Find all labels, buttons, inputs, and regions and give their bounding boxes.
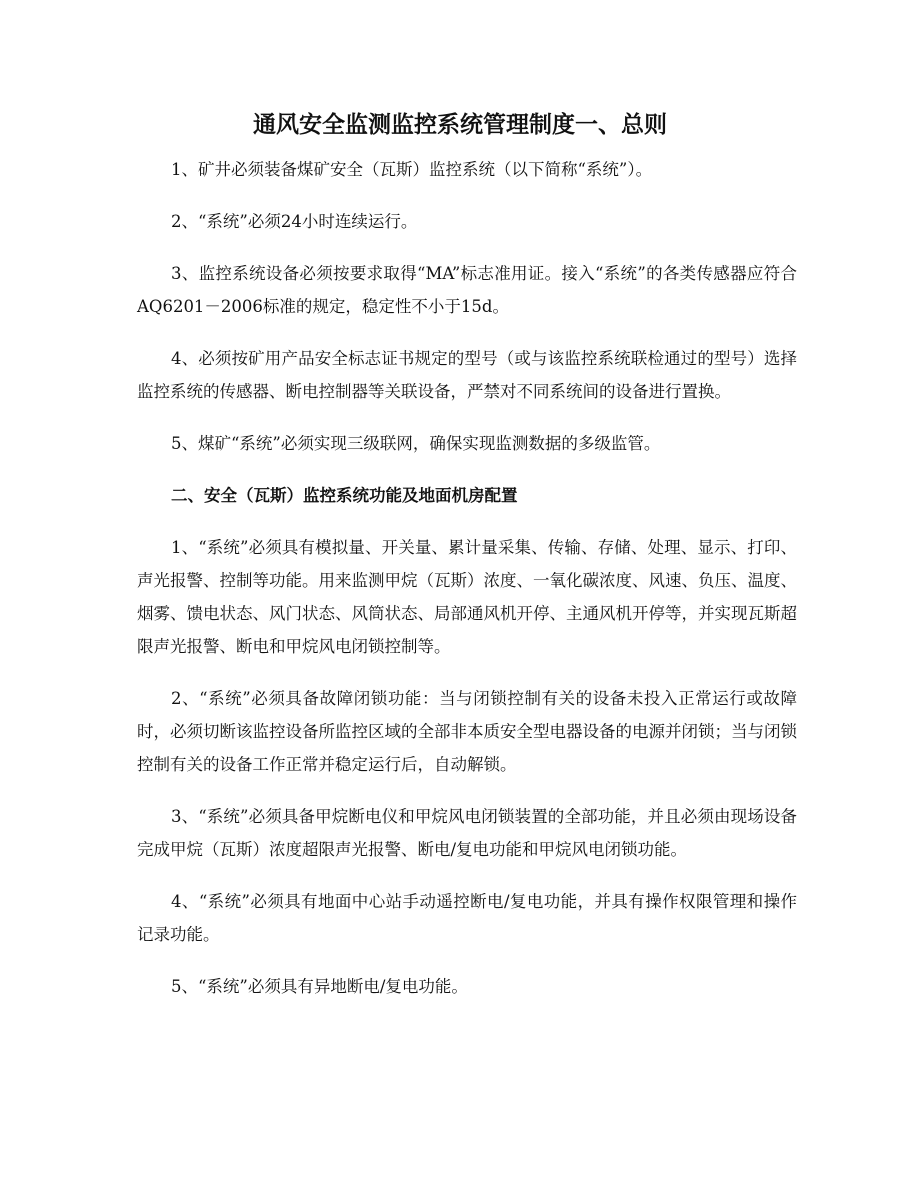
section2-heading: 二、安全（瓦斯）监控系统功能及地面机房配置 — [171, 486, 518, 505]
section1-paragraph-4: 4、必须按矿用产品安全标志证书规定的型号（或与该监控系统联检通过的型号）选择监控系统的传感器、断电控制器等关联设备，严禁对不同系统间的设备进行置换。 — [137, 349, 797, 401]
section1-paragraph-1: 1、矿井必须装备煤矿安全（瓦斯）监控系统（以下简称“系统”）。 — [171, 160, 653, 179]
section1-paragraph-2: 2、“系统”必须24小时连续运行。 — [171, 212, 418, 231]
document-title: 通风安全监测监控系统管理制度一、总则 — [253, 112, 667, 138]
section2-paragraph-2: 2、“系统”必须具备故障闭锁功能：当与闭锁控制有关的设备未投入正常运行或故障时，必须切断该监控设备所监控区域的全部非本质安全型电器设备的电源并闭锁；当与闭锁控制有关的设备工作正常并稳定运行后，自动解锁。 — [137, 689, 797, 774]
section2-paragraph-1: 1、“系统”必须具有模拟量、开关量、累计量采集、传输、存储、处理、显示、打印、声光报警、控制等功能。用来监测甲烷（瓦斯）浓度、一氧化碳浓度、风速、负压、温度、烟雾、馈电状态、风门状态、风筒状态、局部通风机开停、主通风机开停等，并实现瓦斯超限声光报警、断电和甲烷风电闭锁控制等。 — [137, 538, 797, 656]
document-body — [137, 153, 797, 1022]
section1-paragraph-5: 5、煤矿“系统”必须实现三级联网，确保实现监测数据的多级监管。 — [171, 434, 661, 453]
section2-paragraph-5: 5、“系统”必须具有异地断电/复电功能。 — [171, 977, 468, 996]
section2-paragraph-4: 4、“系统”必须具有地面中心站手动遥控断电/复电功能，并具有操作权限管理和操作记录功能。 — [137, 892, 797, 944]
section2-paragraph-3: 3、“系统”必须具备甲烷断电仪和甲烷风电闭锁装置的全部功能，并且必须由现场设备完成甲烷（瓦斯）浓度超限声光报警、断电/复电功能和甲烷风电闭锁功能。 — [137, 807, 797, 859]
section1-paragraph-3: 3、监控系统设备必须按要求取得“MA”标志准用证。接入“系统”的各类传感器应符合AQ6201－2006标准的规定，稳定性不小于15d。 — [137, 264, 797, 316]
